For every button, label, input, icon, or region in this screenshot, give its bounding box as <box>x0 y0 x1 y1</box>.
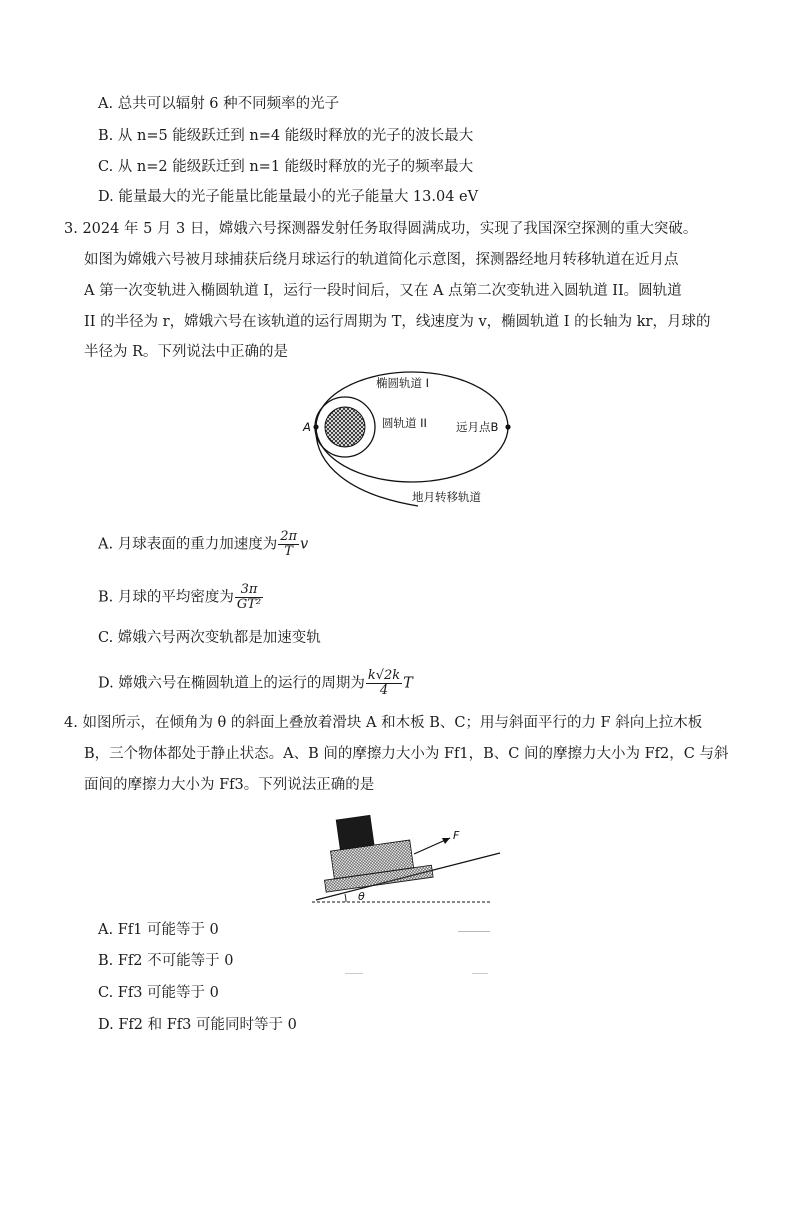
q2-option-a: A. 总共可以辐射 6 种不同频率的光子 <box>98 96 340 112</box>
q2-option-d: D. 能量最大的光子能量比能量最小的光子能量大 13.04 eV <box>98 189 479 205</box>
q2-option-b: B. 从 n=5 能级跃迁到 n=4 能级时释放的光子的波长最大 <box>98 128 474 144</box>
point-a-dot <box>313 424 318 429</box>
point-b-dot <box>505 424 510 429</box>
transfer-orbit-label: 地月转移轨道 <box>412 490 481 504</box>
q4-option-b: B. Ff2 不可能等于 0 <box>98 953 234 969</box>
q3-option-d: D. 嫦娥六号在椭圆轨道上的运行的周期为 $\frac{k√2k}{4}$ T <box>98 668 413 698</box>
scan-mark <box>458 931 490 932</box>
q3-stem-line-4: II 的半径为 r，嫦娥六号在该轨道的运行周期为 T，线速度为 v，椭圆轨道 I 的长轴为 kr，月球的 <box>84 314 711 330</box>
point-a-label: A <box>303 420 311 434</box>
q3-option-a: A. 月球表面的重力加速度为 $\frac{2\pi}{T}$ v <box>98 529 309 559</box>
incline-diagram <box>310 808 510 908</box>
q3-stem-line-2: 如图为嫦娥六号被月球捕获后绕月球运行的轨道简化示意图，探测器经地月转移轨道在近月点 <box>84 252 679 268</box>
q3-option-b <box>98 583 264 612</box>
q3-option-a-text: A. 月球表面的重力加速度为 <box>98 536 278 553</box>
q3-stem-line-5: 半径为 R。下列说法中正确的是 <box>84 344 289 360</box>
q2-option-c: C. 从 n=2 能级跃迁到 n=1 能级时释放的光子的频率最大 <box>98 159 474 175</box>
block-a <box>336 815 374 849</box>
moon <box>325 407 365 447</box>
q3-option-d-text: D. 嫦娥六号在椭圆轨道上的运行的周期为 <box>98 675 365 692</box>
ellipse-orbit-label: 椭圆轨道 I <box>376 376 430 390</box>
q3-stem-line-1: 3. 2024 年 5 月 3 日，嫦娥六号探测器发射任务取得圆满成功，实现了我国深空探测的重大突破。 <box>64 221 698 237</box>
orbit-diagram <box>300 365 520 510</box>
q4-option-c: C. Ff3 可能等于 0 <box>98 985 219 1001</box>
q4-stem-line-1: 4. 如图所示，在倾角为 θ 的斜面上叠放着滑块 A 和木板 B、C；用与斜面平行的力 F 斜向上拉木板 <box>64 715 703 731</box>
q4-stem-line-2: B，三个物体都处于静止状态。A、B 间的摩擦力大小为 Ff1，B、C 间的摩擦力大小为 Ff2，C 与斜 <box>84 746 729 762</box>
angle-label: θ <box>358 890 365 903</box>
force-label: F <box>453 829 460 842</box>
q3-option-c: C. 嫦娥六号两次变轨都是加速变轨 <box>98 630 321 646</box>
q3-option-d-fraction: $\frac{k√2k}{4}$ <box>367 668 401 698</box>
q3-option-b-text: B. 月球的平均密度为 <box>98 589 234 606</box>
far-point-label: 远月点B <box>456 420 499 434</box>
circle-orbit-label: 圆轨道 II <box>382 416 427 430</box>
q3-option-b-fraction: $\frac{3\pi}{\text{GT²}}$ <box>236 582 262 612</box>
q4-option-d: D. Ff2 和 Ff3 可能同时等于 0 <box>98 1017 297 1033</box>
q3-stem-line-3: A 第一次变轨进入椭圆轨道 I，运行一段时间后，又在 A 点第二次变轨进入圆轨道 II。圆轨道 <box>84 283 682 299</box>
scan-mark <box>345 973 363 974</box>
angle-arc <box>345 894 346 902</box>
scan-mark <box>472 973 488 974</box>
q3-option-a-fraction: $\frac{2\pi}{T}$ <box>280 529 298 559</box>
q4-stem-line-3: 面间的摩擦力大小为 Ff3。下列说法正确的是 <box>84 777 375 793</box>
q4-option-a: A. Ff1 可能等于 0 <box>98 922 219 938</box>
